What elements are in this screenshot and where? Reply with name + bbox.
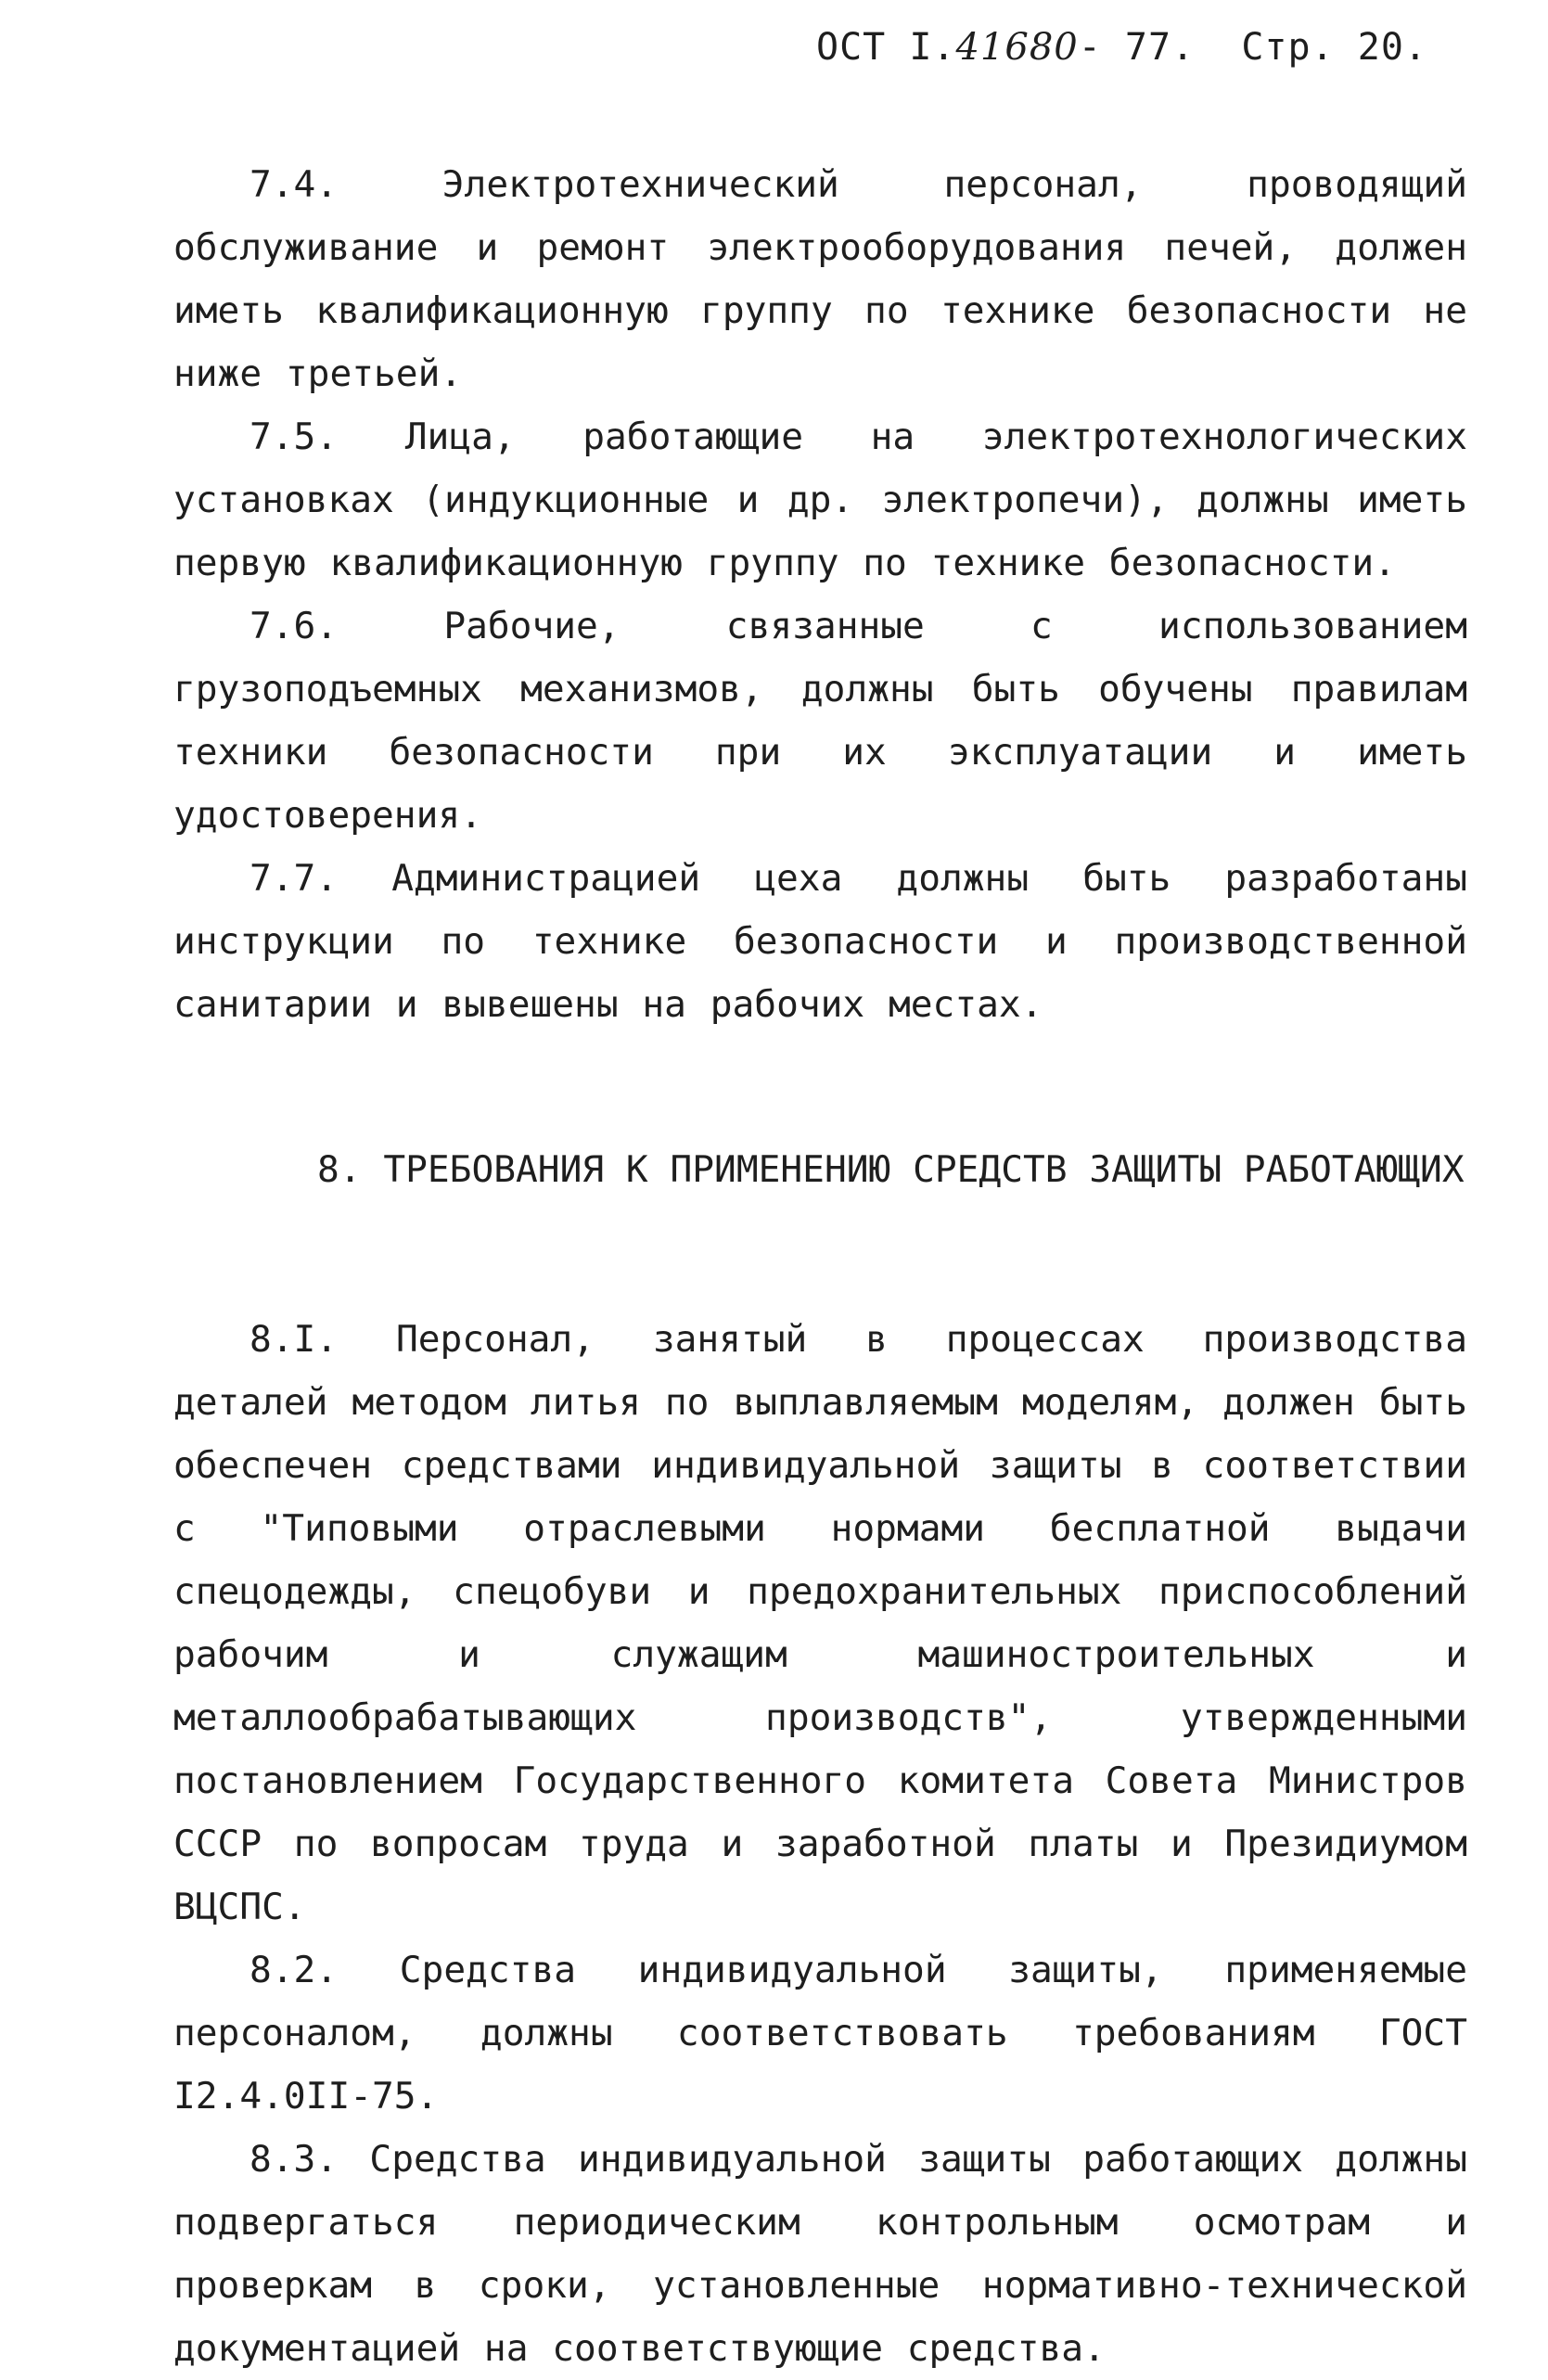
paragraph-8-3: 8.3. Средства индивидуальной защиты работающих должны подвергаться периодическим контрольным осмотрам и проверкам в сроки, установленные нормативно-технической документацией на соответствующие средства. xyxy=(173,2138,1467,2370)
page-header xyxy=(816,26,1427,69)
page-number: Стр. 20. xyxy=(1241,26,1427,69)
paragraph-7-7: 7.7. Администрацией цеха должны быть разработаны инструкции по технике безопасности и производственной санитарии и вывешены на рабочих местах. xyxy=(173,857,1467,1026)
paragraph-8-2: 8.2. Средства индивидуальной защиты, применяемые персоналом, должны соответствовать требованиям ГОСТ I2.4.0II-75. xyxy=(173,1949,1467,2118)
paragraph-7-6: 7.6. Рабочие, связанные с использованием грузоподъемных механизмов, должны быть обучены правилам техники безопасности при их эксплуатации и иметь удостоверения. xyxy=(173,605,1467,837)
paragraph-7-5: 7.5. Лица, работающие на электротехнологических установках (индукционные и др. электропечи), должны иметь первую квалификационную группу по технике безопасности. xyxy=(173,416,1467,584)
section-8-title: 8. ТРЕБОВАНИЯ К ПРИМЕНЕНИЮ СРЕДСТВ ЗАЩИТЫ РАБОТАЮЩИХ xyxy=(317,1148,1465,1191)
paragraph-7-4: 7.4. Электротехнический персонал, проводящий обслуживание и ремонт электрооборудования печей, должен иметь квалификационную группу по технике безопасности не ниже третьей. xyxy=(173,163,1467,395)
standard-number-handwritten: 41680 xyxy=(955,26,1079,69)
standard-year: - 77. xyxy=(1078,26,1196,69)
standard-prefix: ОСТ I. xyxy=(816,26,956,69)
document-body xyxy=(173,153,1467,2380)
paragraph-8-1: 8.I. Персонал, занятый в процессах производства деталей методом литья по выплавляемым моделям, должен быть обеспечен средствами индивидуальной защиты в соответствии с "Типовыми отраслевыми нормами бесплатной выдачи спецодежды, спецобуви и предохранительных приспособлений рабочим и служащим машиностроительных и металлообрабатывающих производств", утвержденными постановлением Государственного комитета Совета Министров СССР по вопросам труда и заработной платы и Президиумом ВЦСПС. xyxy=(173,1318,1467,1928)
